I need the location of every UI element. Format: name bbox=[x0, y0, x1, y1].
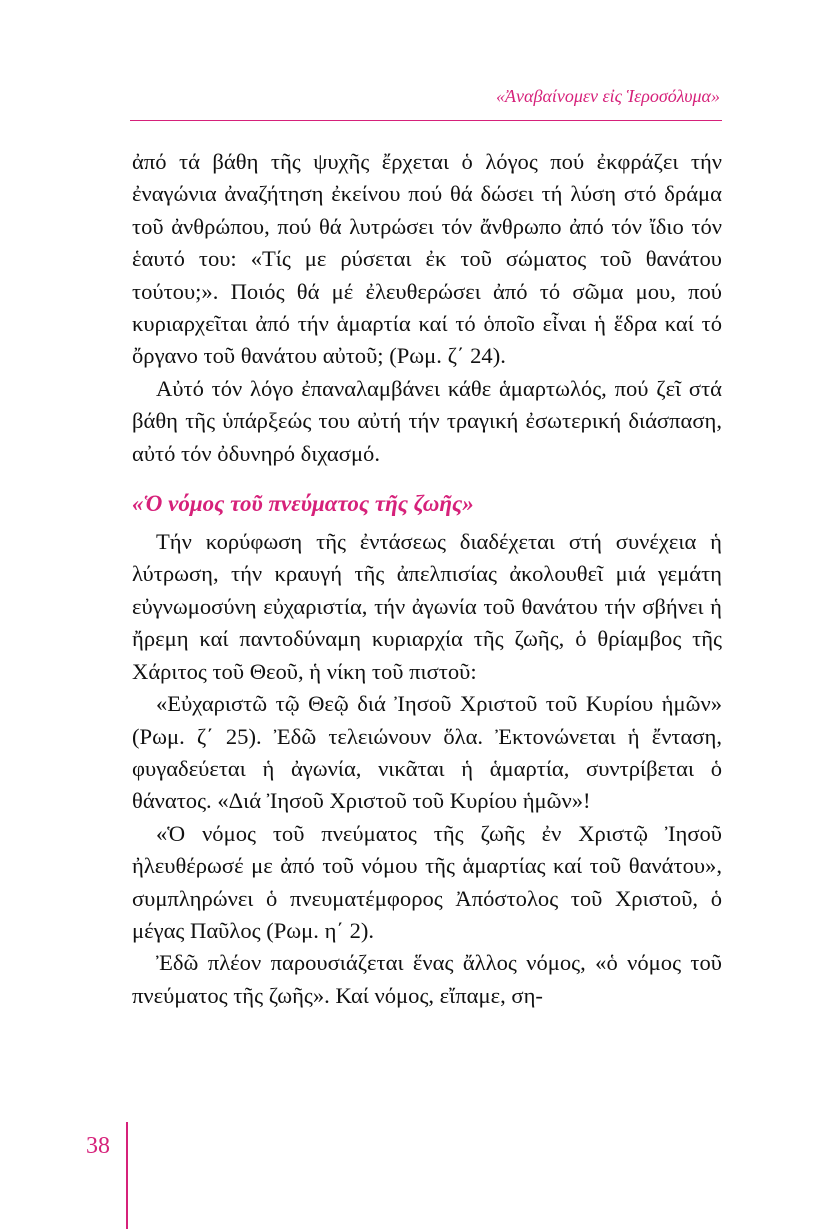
paragraph: ἀπό τά βάθη τῆς ψυχῆς ἔρχεται ὁ λόγος πού ἐκφράζει τήν ἐναγώνια ἀναζήτηση ἐκείνου πού θά δώσει τή λύση στό δράμα τοῦ ἀνθρώπου, πού θά λυτρώσει τόν ἄνθρωπο ἀπό τόν ἴδιο τόν ἑαυτό του: «Τίς με ρύσεται ἐκ τοῦ σώματος τοῦ θανάτου τούτου;». Ποιός θά μέ ἐλευθερώσει ἀπό τό σῶμα μου, πού κυριαρχεῖται ἀπό τήν ἁμαρτία καί τό ὁποῖο εἶναι ἡ ἕδρα καί τό ὄργανο τοῦ θανάτου αὐτοῦ; (Ρωμ. ζ΄ 24). bbox=[132, 149, 722, 369]
paragraph: Ἐδῶ πλέον παρουσιάζεται ἕνας ἄλλος νόμος, «ὁ νόμος τοῦ πνεύματος τῆς ζωῆς». Καί νόμος, εἴπαμε, ση- bbox=[132, 950, 722, 1008]
page-body bbox=[132, 146, 722, 1012]
footer-side-rule bbox=[126, 1122, 128, 1229]
section-heading: «Ὁ νόμος τοῦ πνεύματος τῆς ζωῆς» bbox=[132, 491, 474, 517]
paragraph: «Εὐχαριστῶ τῷ Θεῷ διά Ἰησοῦ Χριστοῦ τοῦ Κυρίου ἡμῶν» (Ρωμ. ζ΄ 25). Ἐδῶ τελειώνουν ὅλα. Ἐκτονώνεται ἡ ἔνταση, φυγαδεύεται ἡ ἀγωνία, νικᾶται ἡ ἁμαρτία, συντρίβεται ὁ θάνατος. «Διά Ἰησοῦ Χριστοῦ τοῦ Κυρίου ἡμῶν»! bbox=[132, 691, 722, 814]
paragraph: «Ὁ νόμος τοῦ πνεύματος τῆς ζωῆς ἐν Χριστῷ Ἰησοῦ ἠλευθέρωσέ με ἀπό τοῦ νόμου τῆς ἁμαρτίας καί τοῦ θανάτου», συμπληρώνει ὁ πνευματέμφορος Ἀπόστολος τοῦ Χριστοῦ, ὁ μέγας Παῦλος (Ρωμ. η΄ 2). bbox=[132, 820, 722, 943]
page-number: 38 bbox=[86, 1133, 110, 1159]
paragraph: Αὐτό τόν λόγο ἐπαναλαμβάνει κάθε ἁμαρτωλός, πού ζεῖ στά βάθη τῆς ὑπάρξεώς του αὐτή τήν τραγική ἐσωτερική διάσπαση, αὐτό τόν ὀδυνηρό διχασμό. bbox=[132, 375, 722, 466]
header-rule bbox=[130, 120, 722, 121]
paragraph: Τήν κορύφωση τῆς ἐντάσεως διαδέχεται στή συνέχεια ἡ λύτρωση, τήν κραυγή τῆς ἀπελπισίας ἀκολουθεῖ μιά γεμάτη εὐγνωμοσύνη εὐχαριστία, τήν ἀγωνία τοῦ θανάτου τήν σβήνει ἡ ἤρεμη καί παντοδύναμη κυριαρχία τῆς ζωῆς, ὁ θρίαμβος τῆς Χάριτος τοῦ Θεοῦ, ἡ νίκη τοῦ πιστοῦ: bbox=[132, 529, 722, 684]
running-header-title: «Ἀναβαίνομεν εἰς Ἱεροσόλυμα» bbox=[496, 86, 720, 106]
